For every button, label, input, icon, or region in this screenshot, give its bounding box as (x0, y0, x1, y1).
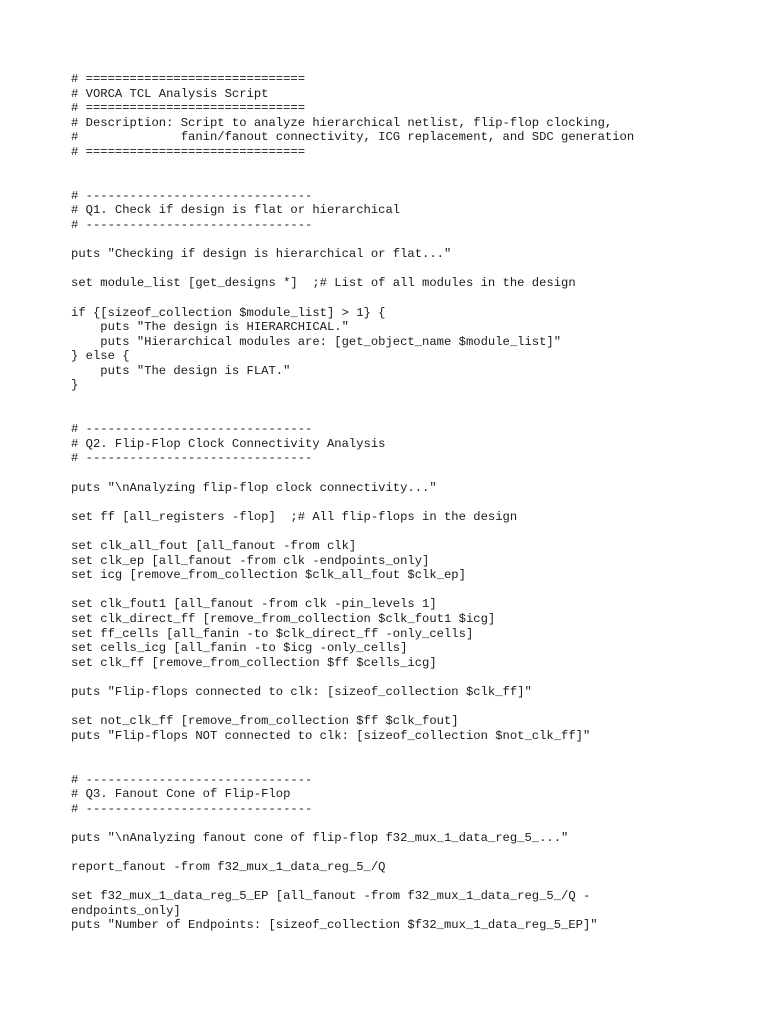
comment-line: # ------------------------------- (71, 217, 313, 232)
blank-line (71, 583, 751, 598)
blank-line (71, 524, 751, 539)
blank-line (71, 408, 751, 423)
code-line: puts "\nAnalyzing flip-flop clock connectivity..." (71, 480, 437, 495)
code-line: set clk_ep [all_fanout -from clk -endpoints_only] (71, 553, 430, 568)
code-line: puts "Flip-flops connected to clk: [sizeof_collection $clk_ff]" (71, 684, 532, 699)
code-line: puts "Number of Endpoints: [sizeof_collection $f32_mux_1_data_reg_5_EP]" (71, 918, 598, 933)
code-line: set clk_ff [remove_from_collection $ff $cells_icg] (71, 655, 437, 670)
code-line: set module_list [get_designs *] ;# List of all modules in the design (71, 276, 576, 291)
tcl-script-text (71, 72, 751, 933)
comment-line: # Q2. Flip-Flop Clock Connectivity Analysis (71, 436, 386, 451)
blank-line (71, 174, 751, 189)
comment-line: # VORCA TCL Analysis Script (71, 86, 269, 101)
code-line: puts "The design is HIERARCHICAL." (71, 320, 349, 335)
comment-line: # fanin/fanout connectivity, ICG replacement, and SDC generation (71, 130, 635, 145)
code-line: set ff_cells [all_fanin -to $clk_direct_ff -only_cells] (71, 626, 474, 641)
comment-line: # ============================== (71, 101, 306, 116)
code-line: set clk_fout1 [all_fanout -from clk -pin_levels 1] (71, 597, 437, 612)
code-line: endpoints_only] (71, 903, 181, 918)
comment-line: # ------------------------------- (71, 772, 313, 787)
blank-line (71, 845, 751, 860)
code-line: puts "The design is FLAT." (71, 363, 291, 378)
code-line: if {[sizeof_collection $module_list] > 1} { (71, 305, 386, 320)
comment-line: # ------------------------------- (71, 422, 313, 437)
blank-line (71, 291, 751, 306)
code-line: set clk_direct_ff [remove_from_collection $clk_fout1 $icg] (71, 611, 496, 626)
blank-line (71, 495, 751, 510)
code-line: report_fanout -from f32_mux_1_data_reg_5_/Q (71, 860, 386, 875)
comment-line: # ------------------------------- (71, 801, 313, 816)
code-line: set not_clk_ff [remove_from_collection $ff $clk_fout] (71, 714, 459, 729)
blank-line (71, 700, 751, 715)
code-line: set f32_mux_1_data_reg_5_EP [all_fanout -from f32_mux_1_data_reg_5_/Q - (71, 889, 591, 904)
comment-line: # ------------------------------- (71, 451, 313, 466)
blank-line (71, 393, 751, 408)
comment-line: # Q1. Check if design is flat or hierarchical (71, 203, 401, 218)
blank-line (71, 670, 751, 685)
code-line: puts "Flip-flops NOT connected to clk: [sizeof_collection $not_clk_ff]" (71, 728, 591, 743)
code-line: set cells_icg [all_fanin -to $icg -only_cells] (71, 641, 408, 656)
blank-line (71, 466, 751, 481)
blank-line (71, 758, 751, 773)
comment-line: # ============================== (71, 72, 306, 86)
blank-line (71, 160, 751, 175)
code-line: set icg [remove_from_collection $clk_all_fout $clk_ep] (71, 568, 466, 583)
comment-line: # ------------------------------- (71, 188, 313, 203)
blank-line (71, 743, 751, 758)
comment-line: # Q3. Fanout Cone of Flip-Flop (71, 787, 291, 802)
code-line: puts "Hierarchical modules are: [get_object_name $module_list]" (71, 334, 562, 349)
blank-line (71, 262, 751, 277)
code-line: } else { (71, 349, 130, 364)
comment-line: # Description: Script to analyze hierarchical netlist, flip-flop clocking, (71, 115, 613, 130)
code-line: puts "\nAnalyzing fanout cone of flip-flop f32_mux_1_data_reg_5_..." (71, 830, 569, 845)
blank-line (71, 875, 751, 890)
code-line: puts "Checking if design is hierarchical or flat..." (71, 247, 452, 262)
code-line: set clk_all_fout [all_fanout -from clk] (71, 539, 357, 553)
code-line: set ff [all_registers -flop] ;# All flip-flops in the design (71, 509, 518, 524)
comment-line: # ============================== (71, 144, 306, 159)
code-line: } (71, 378, 79, 393)
blank-line (71, 816, 751, 831)
blank-line (71, 233, 751, 248)
